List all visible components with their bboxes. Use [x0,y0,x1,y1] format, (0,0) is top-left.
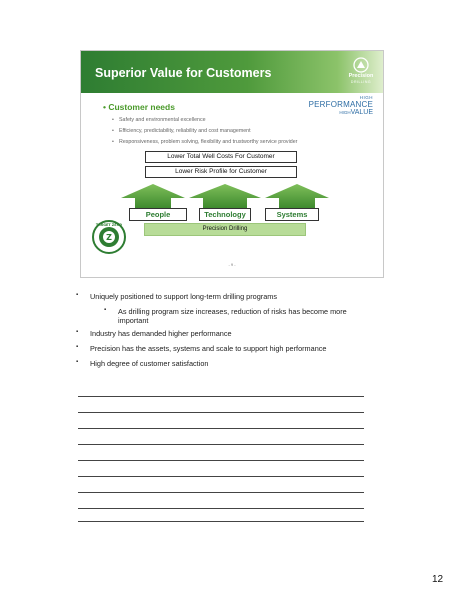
note-bullet: ▪ High degree of customer satisfaction [76,359,209,368]
seal-text: TARGET ZERO [95,223,123,227]
customer-needs-heading: • Customer needs [103,102,175,112]
svg-text:Z: Z [106,233,112,242]
tagline-line3-small: HIGH [339,109,351,115]
note-text: Precision has the assets, systems and scale to support high performance [90,344,327,353]
pillar-people: People [129,208,187,221]
note-text: As drilling program size increases, reduction of risks has become more [118,307,347,316]
need-bullet: • Safety and environmental excellence [112,117,206,123]
precision-drilling-foundation: Precision Drilling [144,223,306,236]
page-number: 12 [432,574,444,585]
need-bullet-text: Safety and environmental excellence [119,117,206,123]
slide-thumbnail [80,50,384,278]
writing-line [78,492,364,493]
slide-page-marker: - 9 - [228,262,236,267]
tagline-line2: PERFORMANCE [308,99,373,109]
note-sub-bullet: ▪ As drilling program size increases, reduction of risks has become more [104,307,347,316]
slide-title: Superior Value for Customers [95,66,272,80]
pillar-systems: Systems [265,208,319,221]
writing-line [78,476,364,477]
pillar-arrows [121,184,331,210]
customer-needs-label: Customer needs [108,102,175,112]
note-text: Industry has demanded higher performance [90,329,232,338]
lower-risk-box: Lower Risk Profile for Customer [145,166,297,178]
writing-line [78,521,364,522]
note-bullet: ▪ Industry has demanded higher performance [76,329,232,338]
note-bullet: ▪ Uniquely positioned to support long-term drilling programs [76,292,277,301]
writing-line [78,508,364,509]
need-bullet-text: Efficiency, predictability, reliability and cost management [119,128,251,134]
lower-costs-box: Lower Total Well Costs For Customer [145,151,297,163]
precision-logo-icon [353,57,369,73]
logo-subtitle: DRILLING [350,80,372,84]
pillar-technology: Technology [199,208,251,221]
need-bullet: • Responsiveness, problem solving, flexibility and trustworthy service provider [112,139,298,145]
note-text: Uniquely positioned to support long-term drilling programs [90,292,277,301]
need-bullet-text: Responsiveness, problem solving, flexibility and trustworthy service provider [119,139,298,145]
target-zero-seal-icon [91,219,127,255]
tagline-line3-main: VALUE [350,108,373,116]
writing-line [78,460,364,461]
writing-line [78,428,364,429]
note-sub-bullet-continuation [118,316,148,325]
note-text: High degree of customer satisfaction [90,359,209,368]
people-arrow [121,184,185,208]
tagline-line1: HIGH [359,95,373,100]
technology-arrow [189,184,261,208]
logo-name: Precision [348,73,374,79]
note-text: important [118,316,149,325]
note-bullet: ▪ Precision has the assets, systems and scale to support high performance [76,344,327,353]
need-bullet: • Efficiency, predictability, reliability and cost management [112,128,251,134]
writing-line [78,444,364,445]
tagline-line3 [309,109,373,116]
systems-arrow [265,184,329,208]
writing-line [78,412,364,413]
tagline [309,96,373,116]
writing-line [78,396,364,397]
